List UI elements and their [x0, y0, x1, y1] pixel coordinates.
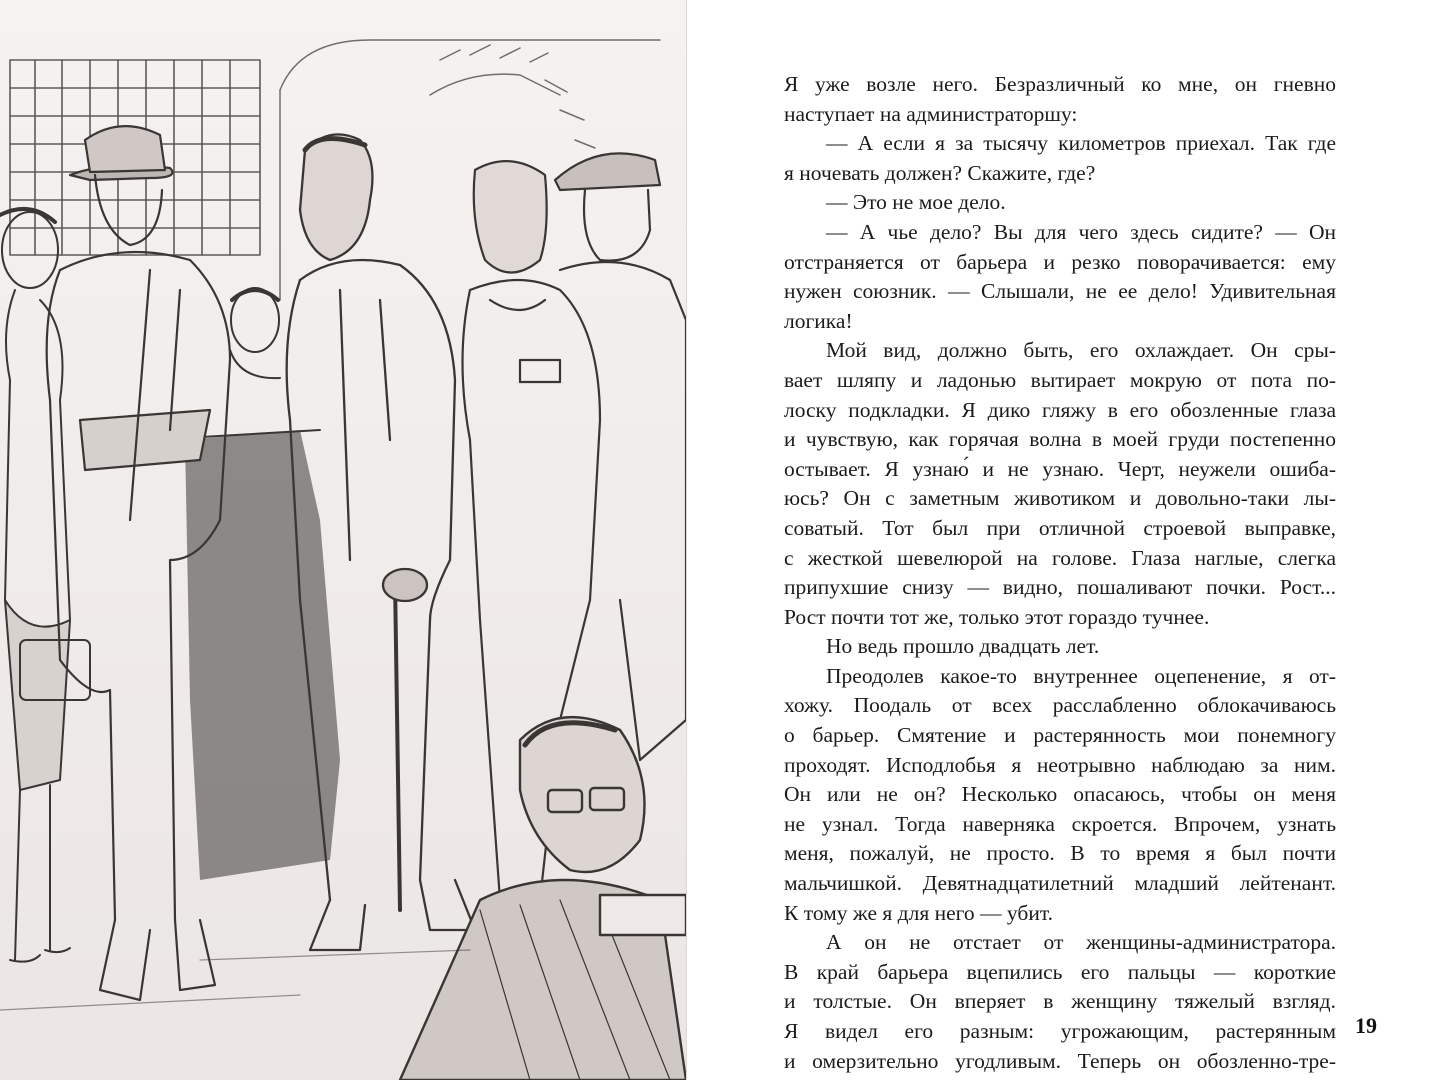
text-line: вает шляпу и ладонью вытирает мокрую от пота по-: [784, 367, 1336, 392]
page-number: 19: [1355, 1013, 1377, 1038]
text-line: Рост почти тот же, только этот гораздо тучнее.: [784, 604, 1210, 629]
text-line: хожу. Поодаль от всех расслабленно облокачиваюсь: [784, 693, 1336, 718]
text-line: Я уже возле него. Безразличный ко мне, он гневно: [784, 72, 1336, 96]
text-line: юсь? Он с заметным животиком и довольно-таки лы-: [784, 486, 1336, 511]
text-page: [687, 0, 1430, 1080]
text-line: я ночевать должен? Скажите, где?: [784, 160, 1096, 185]
text-line: проходят. Исподлобья я неотрывно наблюдаю за ним.: [784, 752, 1336, 777]
text-line: Мой вид, должно быть, его охлаждает. Он сры-: [826, 338, 1336, 363]
text-line: К тому же я для него — убит.: [784, 900, 1053, 925]
text-line: А он не отстает от женщины-администратора.: [826, 930, 1336, 955]
text-line: В край барьера вцепились его пальцы — короткие: [784, 959, 1336, 984]
text-line: Но ведь прошло двадцать лет.: [826, 634, 1100, 659]
text-line: и толстые. Он вперяет в женщину тяжелый взгляд.: [784, 989, 1336, 1014]
text-line: и чувствую, как горячая волна в моей груди постепенно: [784, 427, 1336, 452]
text-line: не узнал. Тогда наверняка скроется. Впрочем, узнать: [784, 811, 1336, 836]
text-line: логика!: [784, 308, 853, 333]
illustration-page: [0, 0, 687, 1080]
body-text: [784, 70, 1336, 1076]
text-line: с жесткой шевелюрой на голове. Глаза наглые, слегка: [784, 545, 1336, 570]
text-line: Он или не он? Несколько опасаюсь, чтобы он меня: [784, 782, 1336, 807]
text-line: меня, пожалуй, не просто. В то время я был почти: [784, 841, 1336, 866]
text-line: Я видел его разным: угрожающим, растерянным: [784, 1019, 1336, 1043]
text-line: соватый. Тот был при отличной строевой выправке,: [784, 515, 1336, 540]
text-line: наступает на администраторшу:: [784, 101, 1078, 126]
text-line: лоску подкладки. Я дико гляжу в его обозленные глаза: [784, 397, 1336, 422]
text-line: припухшие снизу — видно, пошаливают почки. Рост...: [784, 575, 1336, 600]
text-line: остывает. Я узнаю́ и не узнаю. Черт, неужели ошиба-: [784, 456, 1336, 481]
text-line: — А если я за тысячу километров приехал. Так где: [826, 131, 1336, 156]
text-line: нужен союзник. — Слышали, не ее дело! Удивительная: [784, 279, 1336, 304]
text-line: Преодолев какое-то внутреннее оцепенение, я от-: [826, 663, 1336, 688]
pencil-sketch-hotel-lobby-illustration: [0, 0, 686, 1080]
text-line: отстраняется от барьера и резко поворачивается: ему: [784, 249, 1336, 274]
text-line: мальчишкой. Девятнадцатилетний младший лейтенант.: [784, 871, 1336, 896]
text-line: — А чье дело? Вы для чего здесь сидите? — Он: [826, 219, 1336, 244]
text-line: и омерзительно угодливым. Теперь он обозленно-тре-: [784, 1048, 1336, 1073]
text-line: о барьер. Смятение и растерянность мои понемногу: [784, 723, 1336, 748]
text-line: — Это не мое дело.: [826, 190, 1006, 215]
